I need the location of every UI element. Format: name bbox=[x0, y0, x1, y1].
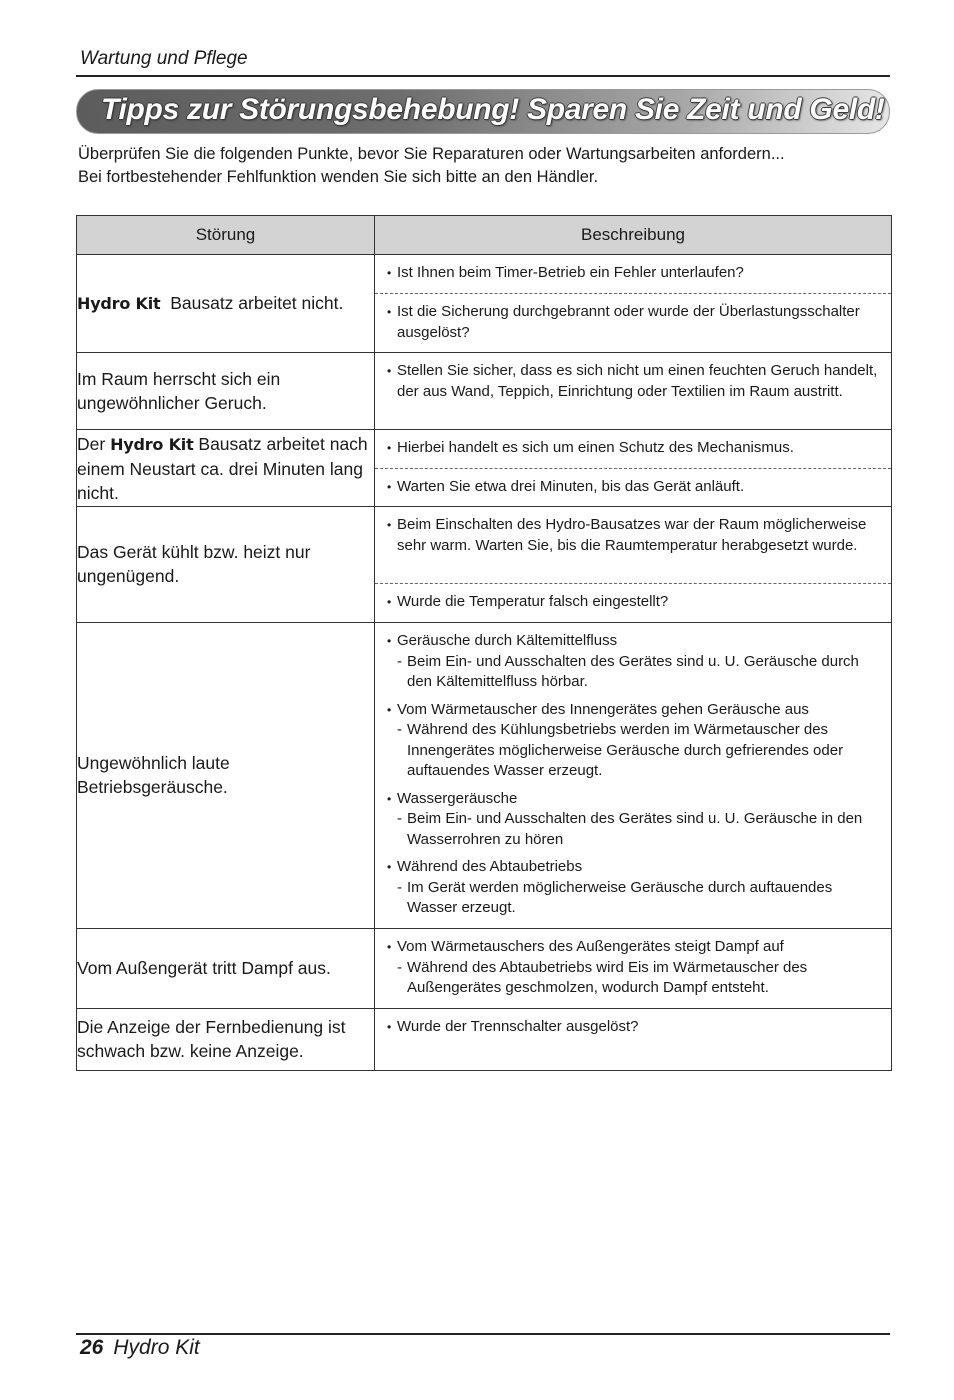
bullet-icon: • bbox=[387, 595, 392, 609]
bullet-icon: • bbox=[387, 266, 392, 280]
problem-cell bbox=[77, 430, 375, 507]
description-text: Hierbei handelt es sich um einen Schutz des Mechanismus. bbox=[397, 439, 794, 456]
intro-text bbox=[78, 143, 878, 189]
problem-cell bbox=[77, 929, 375, 1009]
problem-cell bbox=[77, 1008, 375, 1070]
table-row bbox=[77, 623, 892, 929]
description-block bbox=[375, 353, 891, 411]
intro-line: Überprüfen Sie die folgenden Punkte, bevor Sie Reparaturen oder Wartungsarbeiten anfordern... bbox=[78, 145, 785, 163]
description-text: Ist die Sicherung durchgebrannt oder wurde der Überlastungsschalter ausgelöst? bbox=[397, 303, 860, 341]
column-header-problem: Störung bbox=[77, 216, 375, 255]
description-text: Ist Ihnen beim Timer-Betrieb ein Fehler unterlaufen? bbox=[397, 264, 744, 281]
description-subtext: Während des Abtaubetriebs wird Eis im Wärmetauscher des Außengerätes geschmolzen, wodurch Dampf entsteht. bbox=[407, 958, 808, 996]
bullet-icon: • bbox=[387, 305, 392, 319]
description-text: Wurde der Trennschalter ausgelöst? bbox=[397, 1017, 639, 1035]
description-text: Wassergeräusche bbox=[397, 789, 518, 807]
description-block bbox=[375, 430, 891, 468]
description-cell bbox=[375, 623, 892, 929]
description-text: Vom Wärmetauscher des Innengerätes gehen Geräusche aus bbox=[397, 700, 809, 718]
dash-icon: - bbox=[397, 810, 402, 827]
problem-text: Bausatz arbeitet nicht. bbox=[160, 293, 344, 313]
table-header-row bbox=[77, 216, 892, 255]
description-block bbox=[375, 255, 891, 293]
table-row bbox=[77, 1008, 892, 1070]
troubleshooting-table bbox=[76, 215, 892, 1071]
brand-name: Hydro Kit bbox=[77, 294, 161, 313]
problem-text: Vom Außengerät tritt Dampf aus. bbox=[77, 957, 331, 978]
description-cell bbox=[375, 507, 892, 623]
description-text: Wurde die Temperatur falsch eingestellt? bbox=[397, 593, 669, 610]
dash-icon: - bbox=[397, 721, 402, 738]
bullet-icon: • bbox=[387, 479, 392, 494]
page-title: Tipps zur Störungsbehebung! Sparen Sie Zeit und Geld! bbox=[101, 93, 885, 126]
table-row bbox=[77, 929, 892, 1009]
description-subtext: Im Gerät werden möglicherweise Geräusche durch auftauendes Wasser erzeugt. bbox=[407, 878, 833, 916]
section-label: Wartung und Pflege bbox=[80, 48, 248, 69]
description-item bbox=[387, 1017, 881, 1038]
description-item bbox=[387, 361, 881, 402]
table-row bbox=[77, 507, 892, 623]
description-text: Stellen Sie sicher, dass es sich nicht um einen feuchten Geruch handelt, der aus Wand, Teppich, Einrichtung oder Textilien im Raum austritt. bbox=[397, 362, 878, 400]
problem-cell bbox=[77, 255, 375, 353]
description-text: Beim Einschalten des Hydro-Bausatzes war der Raum möglicherweise sehr warm. Warten Sie, bis die Raumtemperatur herabgesetzt wurde. bbox=[397, 516, 867, 554]
description-item bbox=[387, 515, 881, 556]
footer-product: Hydro Kit bbox=[113, 1336, 200, 1359]
description-cell bbox=[375, 929, 892, 1009]
bullet-icon: • bbox=[387, 634, 392, 648]
bullet-icon: • bbox=[387, 791, 392, 806]
problem-text: Ungewöhnlich laute Betriebsgeräusche. bbox=[77, 753, 230, 797]
problem-cell bbox=[77, 507, 375, 623]
description-item bbox=[387, 700, 881, 782]
description-item bbox=[387, 477, 881, 498]
description-block bbox=[375, 293, 891, 352]
intro-line: Bei fortbestehender Fehlfunktion wenden Sie sich bitte an den Händler. bbox=[78, 168, 599, 186]
description-item bbox=[387, 937, 881, 999]
column-header-description: Beschreibung bbox=[375, 216, 892, 255]
title-banner bbox=[76, 89, 890, 134]
problem-text: Der bbox=[77, 433, 111, 454]
description-subtext: Beim Ein- und Ausschalten des Gerätes sind u. U. Geräusche durch den Kältemittelfluss hörbar. bbox=[407, 652, 859, 690]
table-row bbox=[77, 430, 892, 507]
bullet-icon: • bbox=[387, 518, 392, 532]
problem-cell bbox=[77, 623, 375, 929]
description-subtext: Während des Kühlungsbetriebs werden im Wärmetauscher des Innengerätes möglicherweise Geräusche durch gefrierendes oder auftauendes Wasser erzeugt. bbox=[407, 721, 844, 779]
problem-text: Bausatz arbeitet nach einem Neustart ca. drei Minuten lang nicht. bbox=[77, 433, 373, 503]
description-cell bbox=[375, 353, 892, 430]
page-number: 26 bbox=[80, 1336, 104, 1359]
description-cell bbox=[375, 430, 892, 507]
dash-icon: - bbox=[397, 958, 402, 976]
table-body bbox=[77, 255, 892, 1071]
bullet-icon: • bbox=[387, 702, 392, 717]
description-item bbox=[387, 438, 881, 459]
description-cell bbox=[375, 255, 892, 353]
description-item bbox=[387, 263, 881, 284]
dash-icon: - bbox=[397, 878, 402, 896]
table-row bbox=[77, 255, 892, 353]
description-text: Warten Sie etwa drei Minuten, bis das Gerät anläuft. bbox=[397, 477, 745, 495]
description-text: Während des Abtaubetriebs bbox=[397, 858, 583, 875]
description-item bbox=[387, 631, 881, 693]
brand-name: Hydro Kit bbox=[110, 434, 194, 454]
description-block bbox=[375, 468, 891, 507]
problem-text: Im Raum herrscht sich ein ungewöhnlicher Geruch. bbox=[77, 368, 281, 413]
bullet-icon: • bbox=[387, 364, 392, 378]
description-block bbox=[375, 583, 891, 622]
description-cell bbox=[375, 1008, 892, 1070]
problem-text: Das Gerät kühlt bzw. heizt nur ungenügend. bbox=[77, 542, 311, 586]
description-item bbox=[387, 592, 881, 613]
description-subtext: Beim Ein- und Ausschalten des Gerätes sind u. U. Geräusche in den Wasserrohren zu hören bbox=[407, 810, 863, 848]
bullet-icon: • bbox=[387, 860, 392, 874]
description-item bbox=[387, 857, 881, 919]
description-text: Vom Wärmetauschers des Außengerätes steigt Dampf auf bbox=[397, 938, 784, 955]
description-item bbox=[387, 302, 881, 343]
bullet-icon: • bbox=[387, 940, 392, 954]
description-block bbox=[375, 507, 891, 583]
footer-rule bbox=[76, 1333, 890, 1335]
table-row bbox=[77, 353, 892, 430]
description-block bbox=[375, 929, 891, 1008]
header-rule bbox=[76, 75, 890, 77]
description-text: Geräusche durch Kältemittelfluss bbox=[397, 632, 618, 649]
description-block bbox=[375, 1009, 891, 1047]
problem-text: Die Anzeige der Fernbedienung ist schwach bzw. keine Anzeige. bbox=[77, 1016, 346, 1061]
dash-icon: - bbox=[397, 652, 402, 670]
problem-cell bbox=[77, 353, 375, 430]
page-footer bbox=[80, 1336, 200, 1360]
bullet-icon: • bbox=[387, 441, 392, 455]
description-item bbox=[387, 789, 881, 851]
description-block bbox=[375, 623, 891, 928]
bullet-icon: • bbox=[387, 1019, 392, 1034]
